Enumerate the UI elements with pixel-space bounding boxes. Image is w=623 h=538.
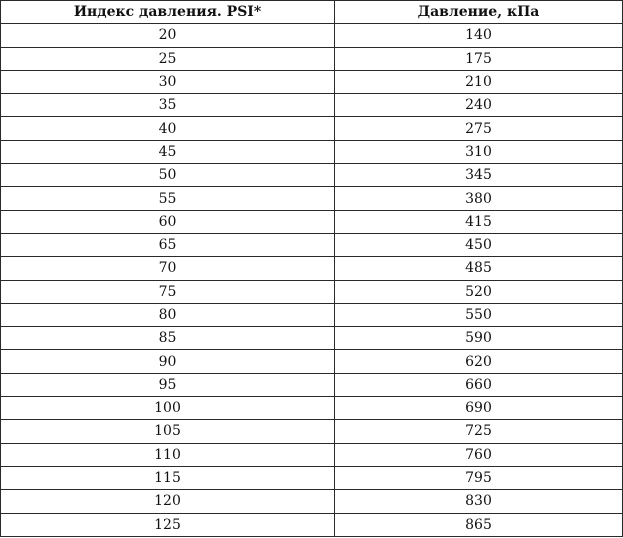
table-row bbox=[1, 490, 623, 513]
table-row bbox=[1, 187, 623, 210]
cell-psi-index: 35 bbox=[1, 94, 335, 117]
table-row bbox=[1, 117, 623, 140]
table-row bbox=[1, 94, 623, 117]
cell-pressure-kpa: 275 bbox=[335, 117, 623, 140]
cell-pressure-kpa: 520 bbox=[335, 280, 623, 303]
cell-pressure-kpa: 830 bbox=[335, 490, 623, 513]
cell-psi-index: 50 bbox=[1, 164, 335, 187]
cell-pressure-kpa: 590 bbox=[335, 327, 623, 350]
cell-psi-index: 20 bbox=[1, 24, 335, 47]
cell-psi-index: 100 bbox=[1, 397, 335, 420]
cell-psi-index: 115 bbox=[1, 466, 335, 489]
table-row bbox=[1, 420, 623, 443]
table-row bbox=[1, 47, 623, 70]
cell-pressure-kpa: 345 bbox=[335, 164, 623, 187]
cell-psi-index: 95 bbox=[1, 373, 335, 396]
header-row bbox=[1, 1, 623, 24]
cell-pressure-kpa: 795 bbox=[335, 466, 623, 489]
cell-psi-index: 90 bbox=[1, 350, 335, 373]
cell-pressure-kpa: 310 bbox=[335, 140, 623, 163]
cell-psi-index: 60 bbox=[1, 210, 335, 233]
table-row bbox=[1, 443, 623, 466]
cell-psi-index: 30 bbox=[1, 70, 335, 93]
cell-psi-index: 65 bbox=[1, 233, 335, 256]
cell-pressure-kpa: 450 bbox=[335, 233, 623, 256]
cell-psi-index: 110 bbox=[1, 443, 335, 466]
cell-pressure-kpa: 210 bbox=[335, 70, 623, 93]
cell-pressure-kpa: 725 bbox=[335, 420, 623, 443]
table-row bbox=[1, 24, 623, 47]
cell-psi-index: 70 bbox=[1, 257, 335, 280]
header-psi-index: Индекс давления. PSI* bbox=[1, 1, 335, 24]
table-row bbox=[1, 257, 623, 280]
cell-pressure-kpa: 380 bbox=[335, 187, 623, 210]
table-row bbox=[1, 513, 623, 536]
table-row bbox=[1, 350, 623, 373]
cell-psi-index: 55 bbox=[1, 187, 335, 210]
cell-pressure-kpa: 660 bbox=[335, 373, 623, 396]
cell-psi-index: 85 bbox=[1, 327, 335, 350]
cell-pressure-kpa: 415 bbox=[335, 210, 623, 233]
cell-psi-index: 75 bbox=[1, 280, 335, 303]
table-row bbox=[1, 466, 623, 489]
table-row bbox=[1, 280, 623, 303]
cell-psi-index: 120 bbox=[1, 490, 335, 513]
cell-psi-index: 25 bbox=[1, 47, 335, 70]
table-row bbox=[1, 373, 623, 396]
table-row bbox=[1, 210, 623, 233]
table-row bbox=[1, 164, 623, 187]
table-row bbox=[1, 327, 623, 350]
cell-psi-index: 80 bbox=[1, 303, 335, 326]
table-row bbox=[1, 233, 623, 256]
table-row bbox=[1, 70, 623, 93]
cell-pressure-kpa: 550 bbox=[335, 303, 623, 326]
table-row bbox=[1, 140, 623, 163]
cell-pressure-kpa: 240 bbox=[335, 94, 623, 117]
cell-psi-index: 40 bbox=[1, 117, 335, 140]
cell-pressure-kpa: 485 bbox=[335, 257, 623, 280]
table-row bbox=[1, 303, 623, 326]
cell-pressure-kpa: 865 bbox=[335, 513, 623, 536]
cell-pressure-kpa: 140 bbox=[335, 24, 623, 47]
cell-pressure-kpa: 620 bbox=[335, 350, 623, 373]
table-row bbox=[1, 397, 623, 420]
cell-pressure-kpa: 690 bbox=[335, 397, 623, 420]
cell-pressure-kpa: 175 bbox=[335, 47, 623, 70]
table-header bbox=[1, 1, 623, 24]
header-pressure-kpa: Давление, кПа bbox=[335, 1, 623, 24]
cell-psi-index: 45 bbox=[1, 140, 335, 163]
cell-psi-index: 105 bbox=[1, 420, 335, 443]
cell-pressure-kpa: 760 bbox=[335, 443, 623, 466]
cell-psi-index: 125 bbox=[1, 513, 335, 536]
table-body bbox=[1, 24, 623, 537]
